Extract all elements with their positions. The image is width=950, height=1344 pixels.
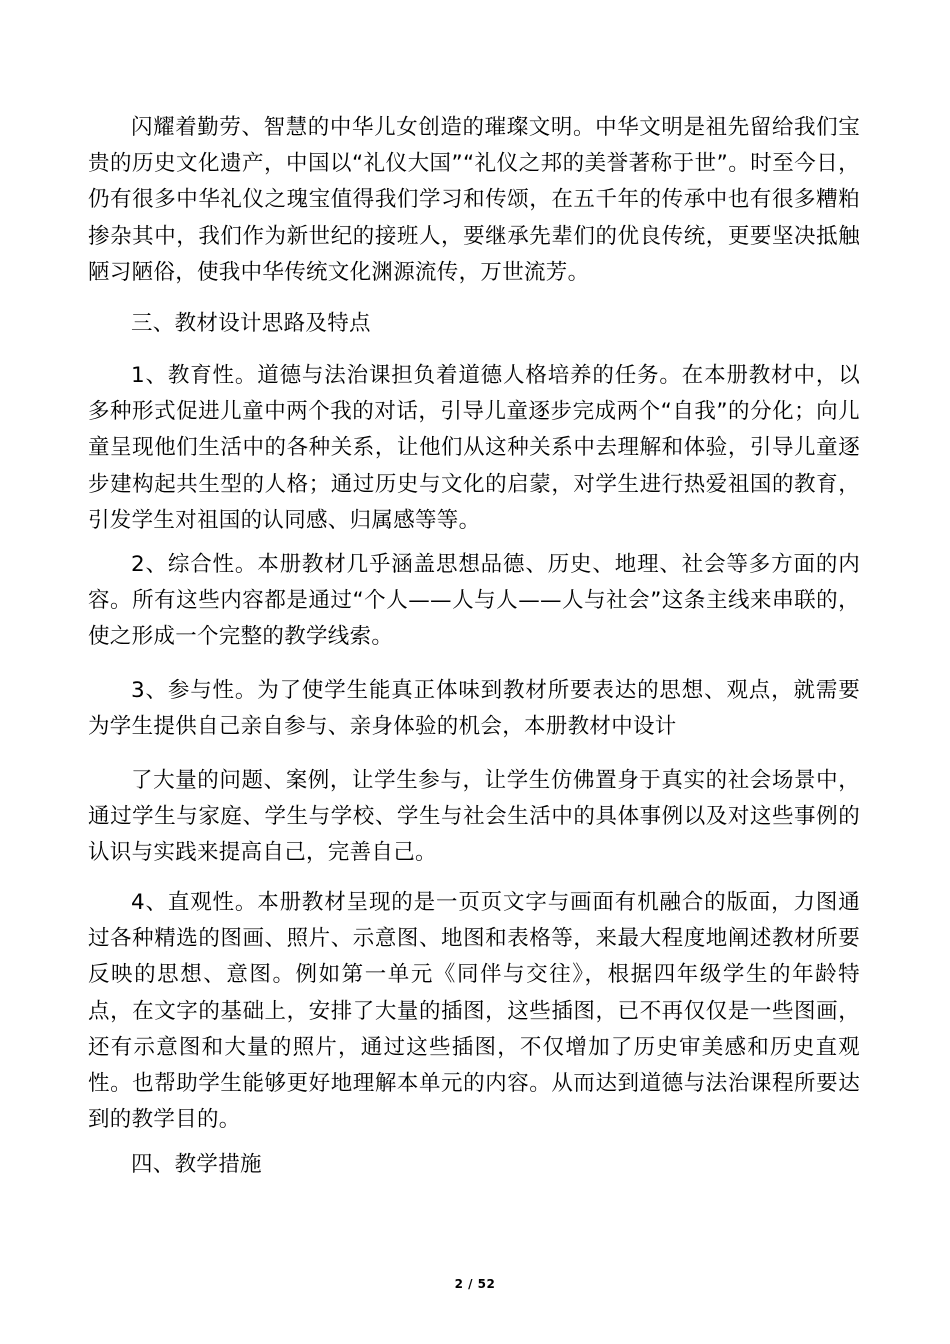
paragraph-intuitive: 4、直观性。本册教材呈现的是一页页文字与画面有机融合的版面，力图通过各种精选的图画、照片、示意图、地图和表格等，来最大程度地阐述教材所要反映的思想、意图。例如第一单元《同伴与交往》，根据四年级学生的年龄特点，在文字的基础上，安排了大量的插图，这些插图，已不再仅仅是一些图画，还有示意图和大量的照片，通过这些插图，不仅增加了历史审美感和历史直观性。也帮助学生能够更好地理解本单元的内容。从而达到道德与法治课程所要达到的教学目的。 [88, 890, 860, 1133]
section-heading-3: 三、教材设计思路及特点 [131, 311, 371, 336]
paragraph-participatory-continued: 了大量的问题、案例，让学生参与，让学生仿佛置身于真实的社会场景中，通过学生与家庭、学生与学校、学生与社会生活中的具体事例以及对这些事例的认识与实践来提高自己，完善自己。 [88, 768, 860, 866]
intro-paragraph: 闪耀着勤劳、智慧的中华儿女创造的璀璨文明。中华文明是祖先留给我们宝贵的历史文化遗产，中国以“礼仪大国”“礼仪之邦的美誉著称于世”。时至今日，仍有很多中华礼仪之瑰宝值得我们学习和传颂，在五千年的传承中也有很多糟粕掺杂其中，我们作为新世纪的接班人，要继承先辈们的优良传统，更要坚决抵触陋习陋俗，使我中华传统文化渊源流传，万世流芳。 [88, 115, 860, 285]
paragraph-educational: 1、教育性。道德与法治课担负着道德人格培养的任务。在本册教材中，以多种形式促进儿童中两个我的对话，引导儿童逐步完成两个“自我”的分化；向儿童呈现他们生活中的各种关系，让他们从这种关系中去理解和体验，引导儿童逐步建构起共生型的人格；通过历史与文化的启蒙，对学生进行热爱祖国的教育，引发学生对祖国的认同感、归属感等等。 [88, 363, 860, 533]
paragraph-comprehensive: 2、综合性。本册教材几乎涵盖思想品德、历史、地理、社会等多方面的内容。所有这些内容都是通过“个人——人与人——人与社会”这条主线来串联的，使之形成一个完整的教学线索。 [88, 552, 860, 650]
page-number: 2 / 52 [454, 1277, 496, 1291]
section-heading-4: 四、教学措施 [131, 1152, 262, 1177]
paragraph-participatory: 3、参与性。为了使学生能真正体味到教材所要表达的思想、观点，就需要为学生提供自己亲自参与、亲身体验的机会，本册教材中设计 [88, 678, 860, 740]
